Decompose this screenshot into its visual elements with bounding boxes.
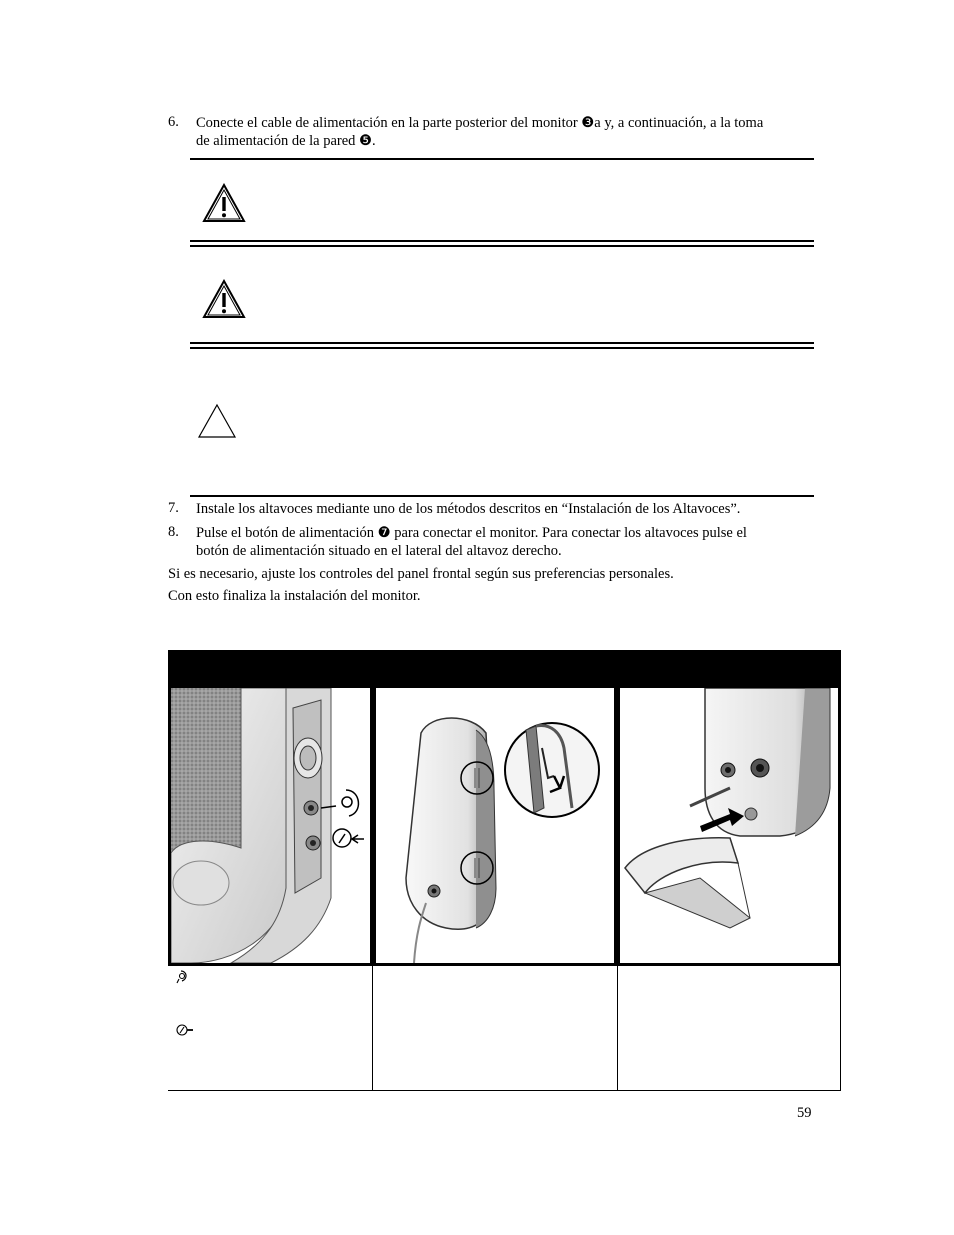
step-text <box>196 524 816 560</box>
step-text-line: de alimentación de la pared ❺. <box>196 133 376 149</box>
step-number: 7. <box>168 500 179 516</box>
paragraph: Si es necesario, ajuste los controles del panel frontal según sus preferencias personales. <box>168 566 674 582</box>
step-text-line: Pulse el botón de alimentación ❼ para conectar el monitor. Para conectar los altavoces pulse el <box>196 525 747 541</box>
table-text-cell <box>617 966 841 1091</box>
table-header <box>168 650 841 685</box>
page-number: 59 <box>797 1105 812 1121</box>
step-text-line: Conecte el cable de alimentación en la parte posterior del monitor ❸a y, a continuación, a la toma <box>196 115 764 131</box>
speaker-clip-illustration <box>373 685 617 966</box>
speaker-stand-illustration <box>617 685 841 966</box>
table-text-cell <box>372 966 617 1091</box>
speaker-controls-illustration <box>168 685 373 966</box>
paragraph: Con esto finaliza la instalación del monitor. <box>168 588 421 604</box>
table-text-cell <box>168 966 373 1091</box>
caution-triangle-icon <box>197 403 237 444</box>
divider <box>190 342 814 349</box>
headphone-jack-icon <box>176 969 190 990</box>
audio-input-jack-icon <box>176 1023 194 1042</box>
warning-triangle-icon <box>202 183 246 228</box>
step-text-line: Instale los altavoces mediante uno de los métodos descritos en “Instalación de los Altavoces”. <box>196 501 741 517</box>
warning-triangle-icon <box>202 279 246 324</box>
divider <box>190 158 814 160</box>
divider <box>190 240 814 247</box>
step-text-line: botón de alimentación situado en el lateral del altavoz derecho. <box>196 543 562 559</box>
step-text <box>196 114 816 150</box>
step-text <box>196 500 816 518</box>
divider <box>190 495 814 497</box>
speaker-table <box>168 650 841 1091</box>
step-number: 6. <box>168 114 179 130</box>
step-number: 8. <box>168 524 179 540</box>
table-bottom-border <box>168 1090 841 1091</box>
